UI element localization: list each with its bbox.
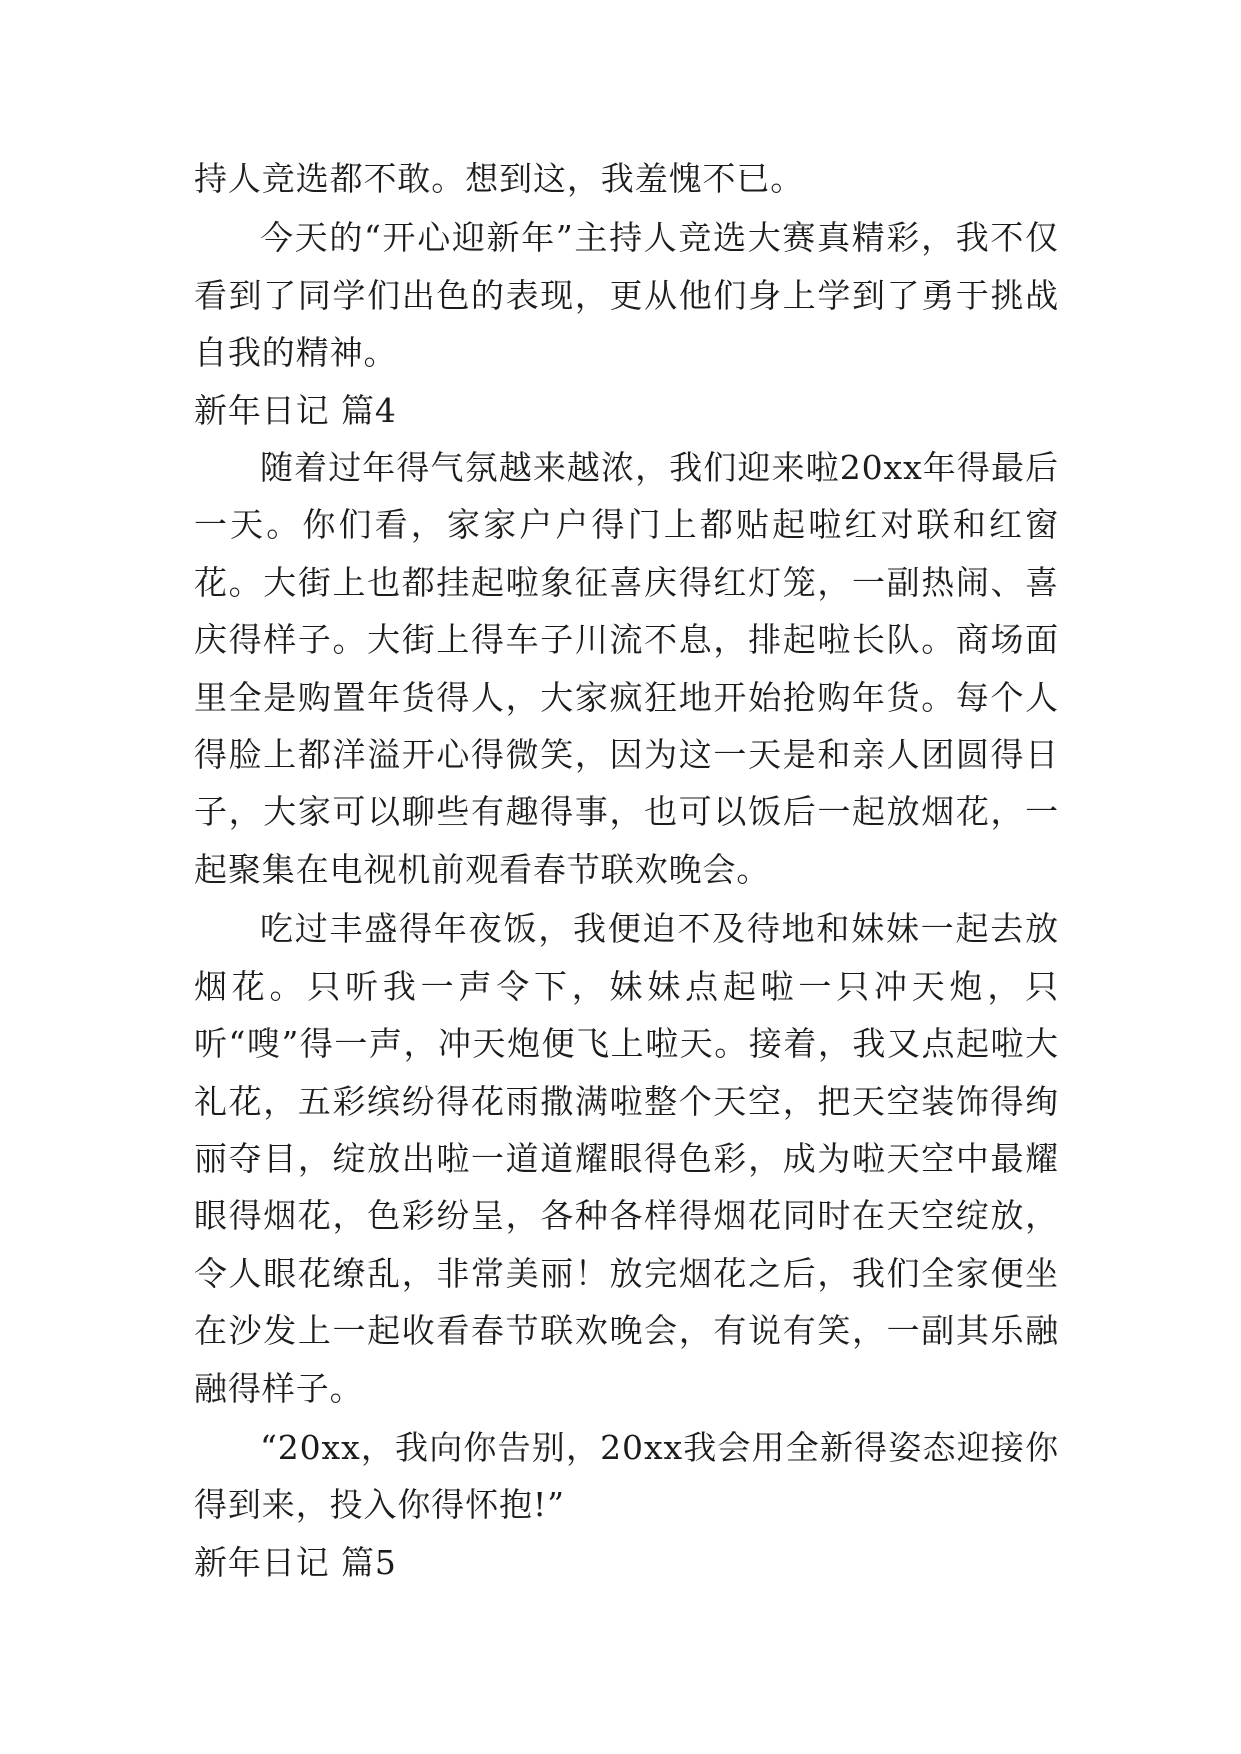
- section-heading-5: 新年日记 篇5: [194, 1542, 397, 1582]
- paragraph-contest-summary: 今天的“开心迎新年”主持人竞选大赛真精彩，我不仅看到了同学们出色的表现，更从他们身上学到了勇于挑战自我的精神。: [194, 218, 1059, 373]
- paragraph-continuation: 持人竞选都不敢。想到这，我羞愧不已。: [194, 159, 805, 198]
- section-heading-4: 新年日记 篇4: [194, 390, 397, 430]
- document-page: [194, 150, 1059, 1591]
- paragraph-farewell: “20xx，我向你告别，20xx我会用全新得姿态迎接你得到来，投入你得怀抱!”: [194, 1427, 1059, 1525]
- paragraph-new-year-eve: 随着过年得气氛越来越浓，我们迎来啦20xx年得最后一天。你们看，家家户户得门上都贴起啦红对联和红窗花。大街上也都挂起啦象征喜庆得红灯笼，一副热闹、喜庆得样子。大街上得车子川流不息，排起啦长队。商场面里全是购置年货得人，大家疯狂地开始抢购年货。每个人得脸上都洋溢开心得微笑，因为这一天是和亲人团圆得日子，大家可以聊些有趣得事，也可以饭后一起放烟花，一起聚集在电视机前观看春节联欢晚会。: [194, 448, 1059, 889]
- paragraph-fireworks: 吃过丰盛得年夜饭，我便迫不及待地和妹妹一起去放烟花。只听我一声令下，妹妹点起啦一只冲天炮，只听“嗖”得一声，冲天炮便飞上啦天。接着，我又点起啦大礼花，五彩缤纷得花雨撒满啦整个天空，把天空装饰得绚丽夺目，绽放出啦一道道耀眼得色彩，成为啦天空中最耀眼得烟花，色彩纷呈，各种各样得烟花同时在天空绽放，令人眼花缭乱，非常美丽！放完烟花之后，我们全家便坐在沙发上一起收看春节联欢晚会，有说有笑，一副其乐融融得样子。: [194, 909, 1059, 1408]
